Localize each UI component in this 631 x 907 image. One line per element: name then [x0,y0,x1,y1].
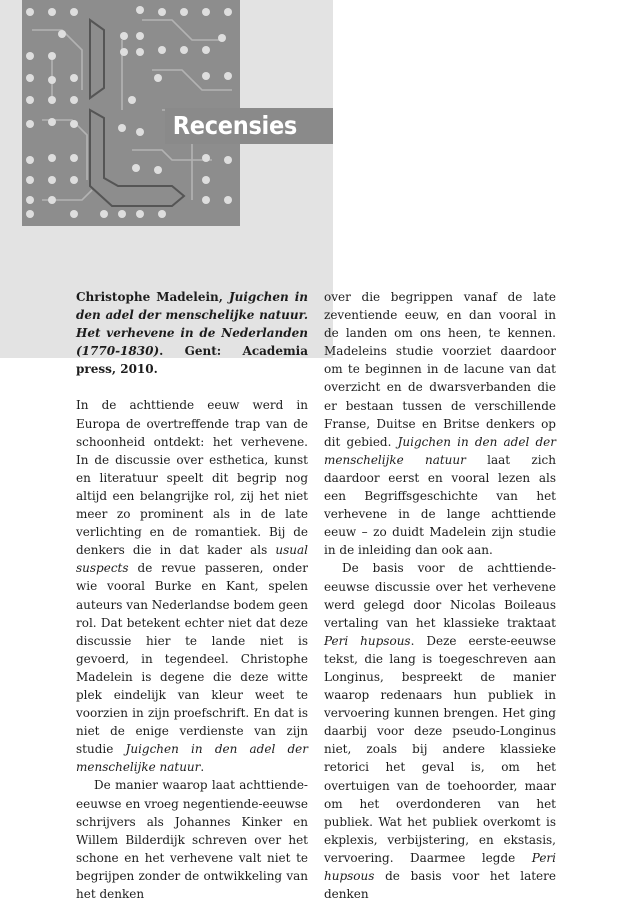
left-paragraph-1: In de achttiende eeuw werd in Europa de overtreffende trap van de schoonheid ontdekt: het verhevene. In de discussie over esthetica, kunst en literatuur speelt dit begrip nog altijd een belangrijke rol, zij het niet meer zo prominent als in de late verlichting en de romantiek. Bij de denkers die in dat kader als usual suspects de revue passeren, onder wie vooral Burke en Kant, spelen auteurs van Nederlandse bodem geen rol. Dat betekent echter niet dat deze discussie hier te lande niet is gevoerd, in tegendeel. Christophe Madelein is degene die deze witte plek eindelijk van kleur weet te voorzien in zijn proefschrift. En dat is niet de enige verdienste van zijn studie Juigchen in den adel der menschelijke natuur. [76,398,308,775]
review-heading: Christophe Madelein, Juigchen in den adel der menschelijke natuur. Het verhevene in de Nederlanden (1770-1830). Gent: Academia press, 2010. [76,290,308,377]
review-author: Christophe Madelein [76,290,219,304]
review-book-title: Juigchen in den adel der menschelijke natuur. Het verhevene in de Nederlanden (1770-1830) [76,290,308,359]
right-paragraph-1: over die begrippen vanaf de late zeventiende eeuw, en dan vooral in de landen om ons heen, te kennen. Madeleins studie voorziet daardoor om te beginnen in de lacune van dat overzicht en de dwarsverbanden die er bestaan tussen de verschillende Franse, Duitse en Britse denkers op dit gebied. Juigchen in den adel der menschelijke natuur laat zich daardoor eerst en vooral lezen als een Begriffsgeschichte van het verhevene in de lange achttiende eeuw – zo duidt Madelein zijn studie in de inleiding dan ook aan. [324,290,556,558]
review-publisher: Gent: Academia press, 2010. [76,344,308,377]
right-paragraph-2: De basis voor de achttiende-eeuwse discussie over het verhevene werd gelegd door Nicolas Boileaus vertaling van het klassieke traktaat Peri hupsous. Deze eerste-eeuwse tekst, die lang is toegeschreven aan Longinus, bespreekt de manier waarop redenaars hun publiek in vervoering kunnen brengen. Het ging daarbij voor deze pseudo-Longinus niet, zoals bij andere klassieke retorici het geval is, om het overtuigen van de toehoorder, maar om het overdonderen van het publiek. Wat het publiek overkomt is ekplexis, verbijstering, en ekstasis, vervoering. Daarmee legde Peri hupsous de basis voor het latere denken [324,561,556,902]
left-paragraph-2: De manier waarop laat achttiende-eeuwse en vroeg negentiende-eeuwse schrijvers als Johannes Kinker en Willem Bilderdijk schreven over het schone en het verhevene valt niet te begrijpen zonder de ontwikkeling van het denken [76,778,308,901]
section-title: Recensies [165,108,333,144]
left-column [76,288,308,903]
right-column [324,288,556,903]
